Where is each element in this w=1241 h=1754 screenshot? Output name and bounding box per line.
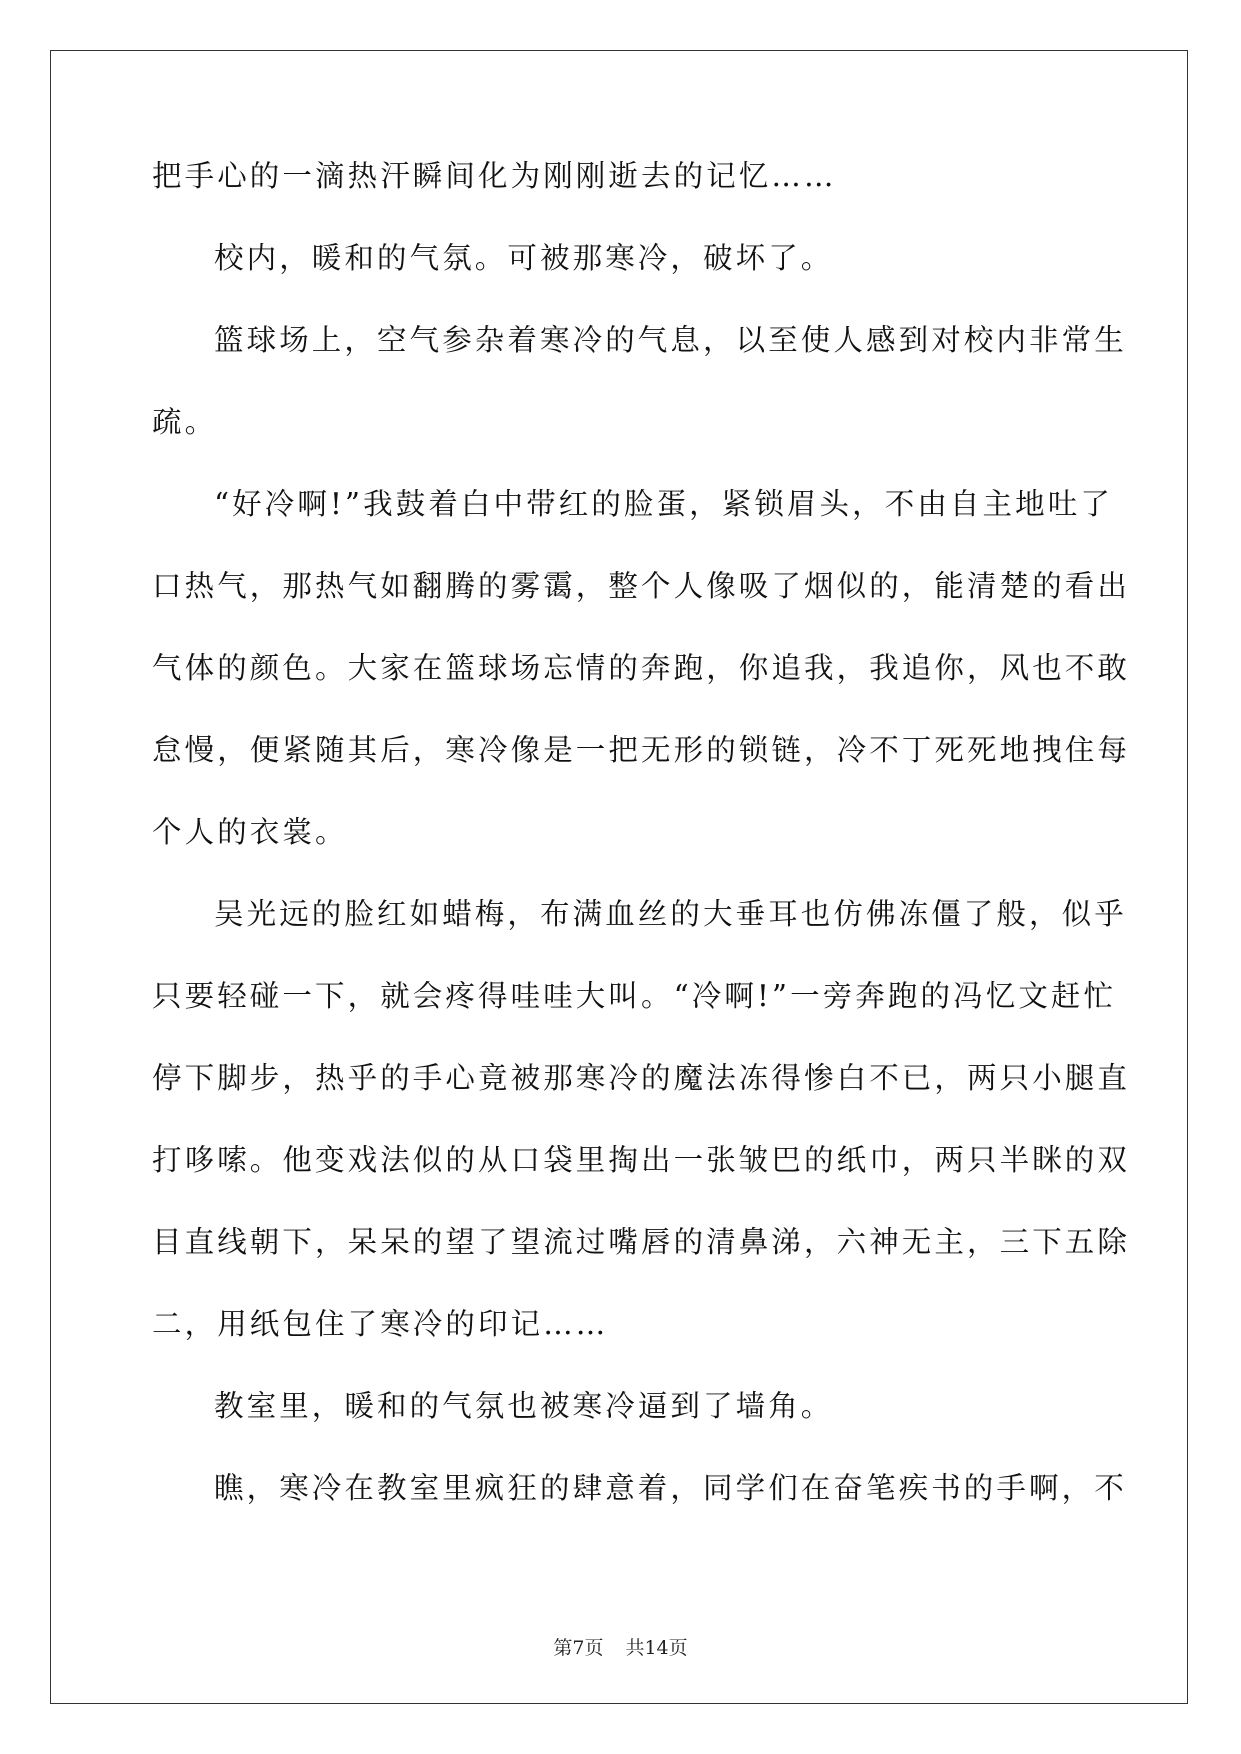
text-line: 个人的衣裳。 [152,815,348,849]
text-line: 只要轻碰一下，就会疼得哇哇大叫。“冷啊!”一旁奔跑的冯忆文赶忙 [152,979,1117,1013]
document-body [152,159,1131,1556]
page-number: 第7页 [553,1637,604,1659]
text-line: 校内，暖和的气氛。可被那寒冷，破坏了。 [214,241,834,275]
text-line: 目直线朝下，呆呆的望了望流过嘴唇的清鼻涕，六神无主，三下五除 [152,1225,1131,1259]
text-line: 篮球场上，空气参杂着寒冷的气息，以至使人感到对校内非常生 [214,323,1127,357]
text-line: 停下脚步，热乎的手心竟被那寒冷的魔法冻得惨白不已，两只小腿直 [152,1061,1131,1095]
text-line: 把手心的一滴热汗瞬间化为刚刚逝去的记忆…… [152,159,837,193]
text-line: 吴光远的脸红如蜡梅，布满血丝的大垂耳也仿佛冻僵了般，似乎 [214,897,1127,931]
text-line: 口热气，那热气如翻腾的雾霭，整个人像吸了烟似的，能清楚的看出 [152,569,1131,603]
text-line: 打哆嗦。他变戏法似的从口袋里掏出一张皱巴的纸巾，两只半眯的双 [152,1143,1131,1177]
text-line: “好冷啊!”我鼓着白中带红的脸蛋，紧锁眉头，不由自主地吐了 [214,487,1113,521]
page-footer [0,1633,1241,1660]
text-line: 疏。 [152,405,218,439]
text-line: 瞧，寒冷在教室里疯狂的肆意着，同学们在奋笔疾书的手啊，不 [214,1471,1127,1505]
text-line: 怠慢，便紧随其后，寒冷像是一把无形的锁链，冷不丁死死地拽住每 [152,733,1131,767]
text-line: 二，用纸包住了寒冷的印记…… [152,1307,609,1341]
page-total: 共14页 [625,1637,688,1659]
text-line: 气体的颜色。大家在篮球场忘情的奔跑，你追我，我追你，风也不敢 [152,651,1131,685]
text-line: 教室里，暖和的气氛也被寒冷逼到了墙角。 [214,1389,834,1423]
